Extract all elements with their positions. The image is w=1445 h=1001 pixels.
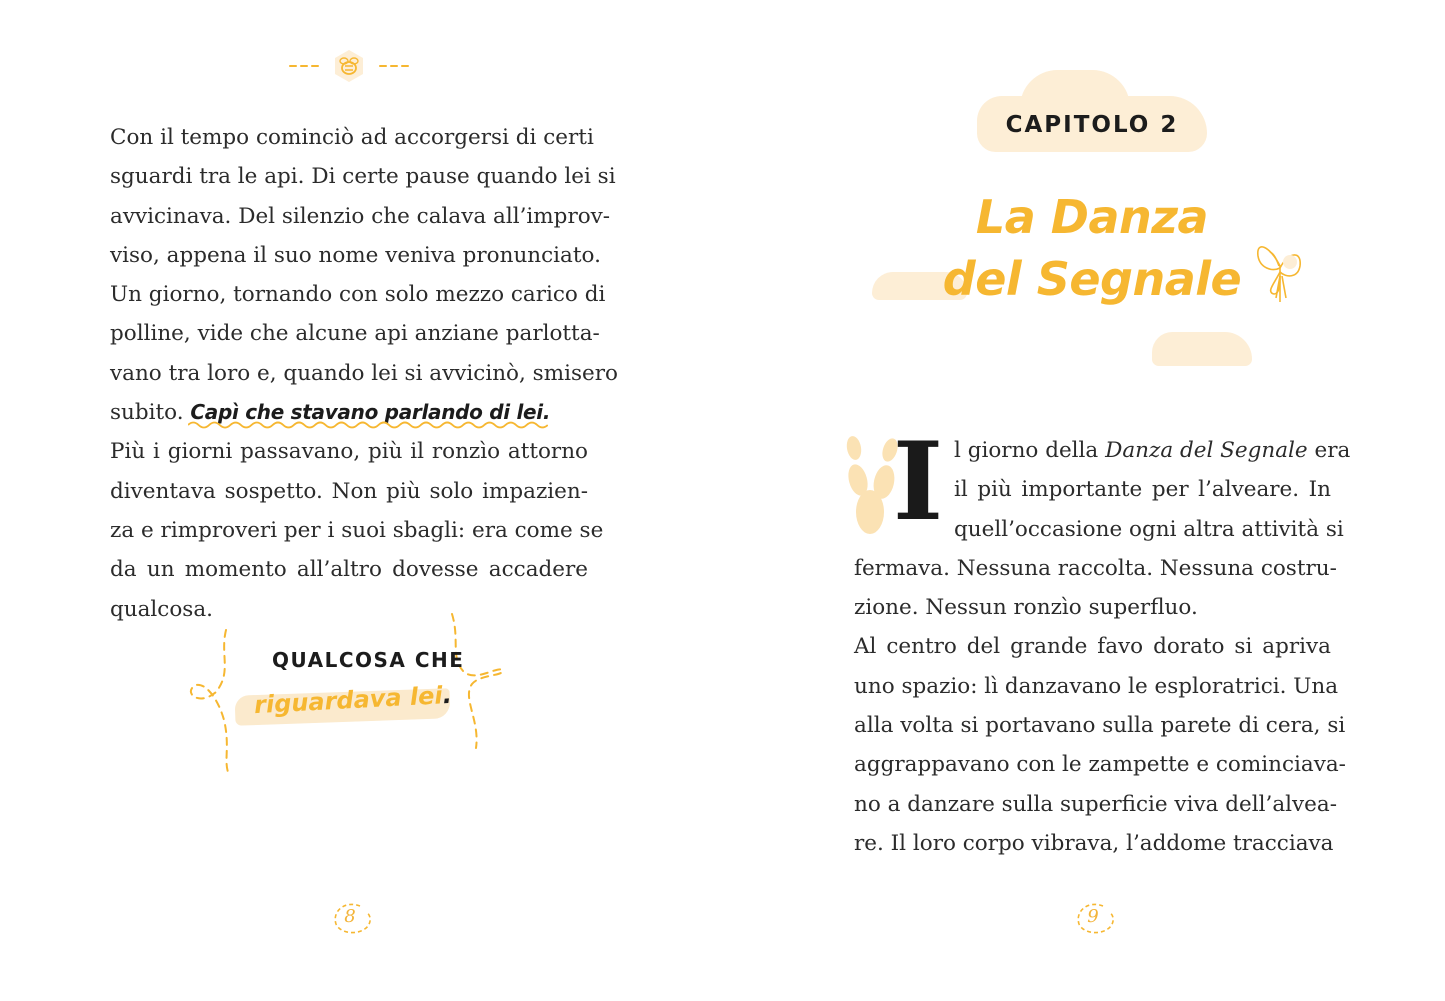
wavy-underline-icon [188,420,548,430]
left-body-text [110,118,618,629]
page-number-text: 8 [344,906,356,927]
text-fragment: subito. [110,400,184,426]
highlight-text: Capì che stavano parlando di lei. [190,400,551,425]
text-line: diventava sospetto. Non più solo impazien- [110,478,588,504]
italic-title-reference: Danza del Segnale [1105,438,1308,463]
text-line: Più i giorni passavano, più il ronzìo attorno [110,439,588,465]
chapter-title-line: del Segnale [942,252,1242,306]
text-line [854,431,1351,470]
bee-hexagon-icon [288,48,410,84]
text-line: fermava. Nessuna raccolta. Nessuna costru- [854,555,1337,581]
text-line: quell’occasione ogni altra attività si [954,516,1344,542]
highlighted-sentence [190,400,550,424]
drop-cap: I [892,419,944,545]
text-line: zione. Nessun ronzìo superfluo. [854,595,1198,621]
chapter-title [922,186,1262,310]
text-line: il più importante per l’alveare. In [954,477,1331,503]
cloud-shape [1152,332,1252,366]
text-line: za e rimproveri per i suoi sbagli: era come se [110,517,604,543]
page-number [330,902,376,936]
left-page [0,0,722,1001]
text-line: Al centro del grande favo dorato si apriva [854,634,1331,660]
callout-heading: QUALCOSA CHE [272,648,465,672]
text-line: viso, appena il suo nome veniva pronunciato. [110,242,601,268]
right-page [722,0,1445,1001]
text-line: sguardi tra le api. Di certe pause quando lei si [110,164,616,190]
text-line: vano tra loro e, quando lei si avvicinò, smisero [110,360,618,386]
text-line: polline, vide che alcune api anziane parlotta- [110,321,600,347]
text-line: Un giorno, tornando con solo mezzo carico di [110,282,606,308]
callout-emphasis-text: riguardava lei [253,681,444,720]
text-line: avvicinava. Del silenzio che calava all’improv- [110,203,611,229]
callout-period: . [441,680,453,710]
page-number [1073,902,1119,936]
text-line: no a danzare sulla superficie viva dell’alvea- [854,791,1337,817]
pull-quote [180,610,510,780]
text-line: alla volta si portavano sulla parete di cera, si [854,713,1346,739]
chapter-title-line: La Danza [975,190,1209,244]
page-number-text: 9 [1087,906,1099,927]
text-line: re. Il loro corpo vibrava, l’addome tracciava [854,830,1334,856]
text-fragment: era [1307,438,1351,463]
text-line: qualcosa. [110,596,213,622]
chapter-label: CAPITOLO 2 [1005,112,1179,138]
text-line: Con il tempo cominciò ad accorgersi di certi [110,125,594,150]
text-fragment: l giorno della [954,438,1106,463]
text-line: aggrappavano con le zampette e cominciava- [854,752,1346,778]
text-line: uno spazio: lì danzavano le esploratrici. Una [854,673,1339,699]
text-line [110,393,588,432]
text-line: da un momento all’altro dovesse accadere [110,557,588,583]
butterfly-icon [1252,232,1308,308]
right-body-text [854,419,1351,863]
